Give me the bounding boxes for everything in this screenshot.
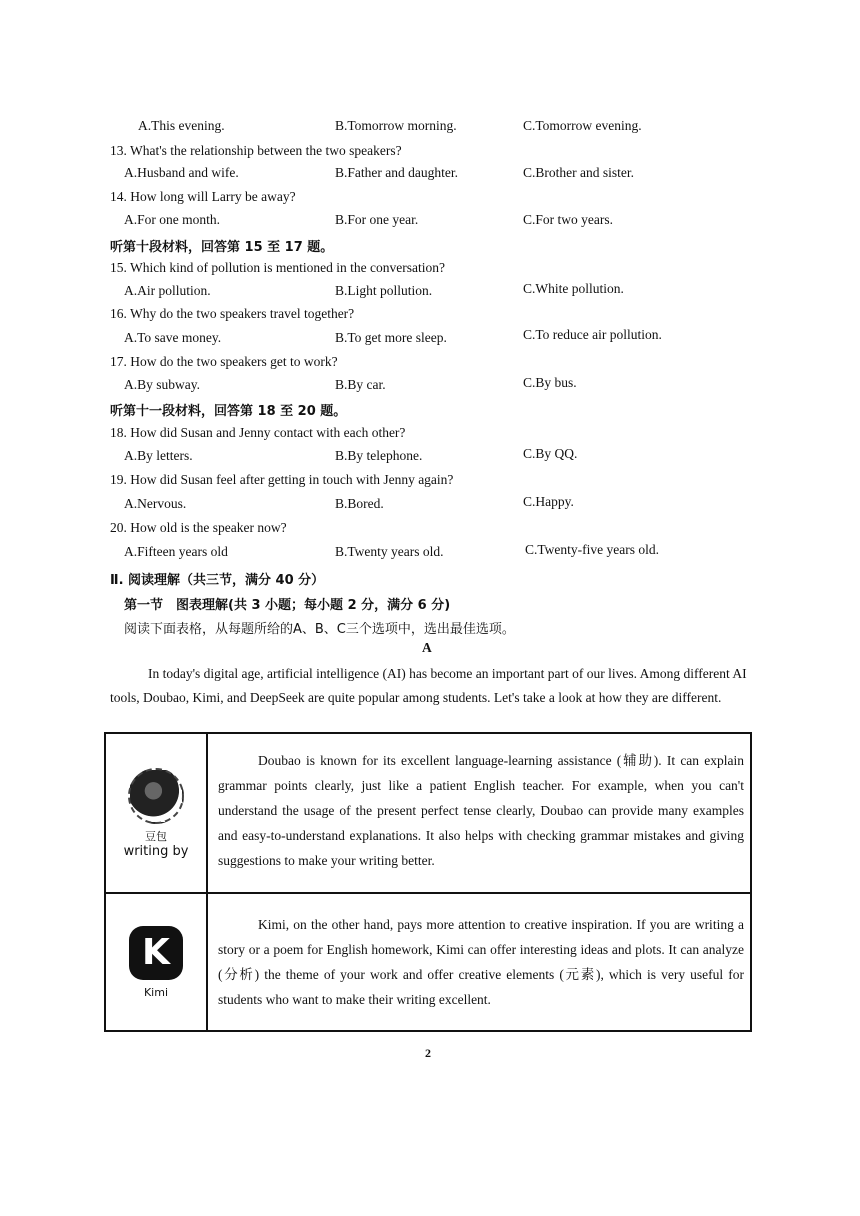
q12-option-b: B.Tomorrow morning.: [335, 118, 457, 133]
passage-letter: A: [422, 640, 432, 655]
q17-option-b: B.By car.: [335, 377, 386, 392]
q12-option-a: A.This evening.: [138, 118, 225, 133]
q14-option-c: C.For two years.: [523, 212, 613, 227]
reading-instructions: 阅读下面表格，从每题所给的A、B、C三个选项中，选出最佳选项。: [124, 622, 515, 637]
q20-option-a: A.Fifteen years old: [124, 544, 228, 559]
q13-option-b: B.Father and daughter.: [335, 165, 458, 180]
kimi-description: Kimi, on the other hand, pays more attention to creative inspiration. If you are writing a story or a poem for English homework, Kimi can offer interesting ideas and plots. It can analyze (分析) the theme of your work and offer creative elements (元素), which is very useful for students who want to make their writing excellent.: [218, 917, 744, 1007]
q17-option-c: C.By bus.: [523, 375, 577, 390]
table-row-doubao: [106, 734, 750, 894]
q19-option-a: A.Nervous.: [124, 496, 187, 511]
q12-option-c: C.Tomorrow evening.: [523, 118, 642, 133]
q19-option-c: C.Happy.: [523, 494, 574, 509]
doubao-description-cell: [208, 734, 750, 892]
doubao-description: Doubao is known for its excellent language-learning assistance (辅助). It can explain grammar points clearly, just like a patient English teacher. For example, when you can't understand the usage of the present perfect tense clearly, Doubao can provide many examples and easy-to-understand explanations. It also helps with checking grammar mistakes and giving suggestions to make your writing better.: [218, 753, 744, 868]
q16-option-b: B.To get more sleep.: [335, 330, 447, 345]
table-row-kimi: [106, 894, 750, 1030]
q16-option-c: C.To reduce air pollution.: [523, 327, 662, 342]
section10-header: 听第十段材料，回答第 15 至 17 题。: [110, 240, 334, 255]
q20-option-c: C.Twenty-five years old.: [525, 542, 660, 557]
q13-option-c: C.Brother and sister.: [523, 165, 634, 180]
intro-paragraph: In today's digital age, artificial intelligence (AI) has become an important part of our lives. Among different AI tools, Doubao, Kimi, and DeepSeek are quite popular among students. Let's take a look at how they are different.: [110, 666, 747, 705]
kimi-logo-name: Kimi: [143, 985, 169, 999]
q13-option-a: A.Husband and wife.: [124, 165, 239, 180]
q20-option-b: B.Twenty years old.: [335, 544, 444, 559]
q18-stem: 18. How did Susan and Jenny contact with each other?: [110, 425, 406, 440]
ai-tools-table: [104, 732, 752, 1032]
q15-option-b: B.Light pollution.: [335, 283, 433, 298]
part2-section1-header: 第一节 图表理解(共 3 小题；每小题 2 分，满分 6 分): [124, 598, 451, 613]
q18-option-c: C.By QQ.: [523, 446, 578, 461]
page-number: 2: [425, 1046, 431, 1060]
doubao-logo-name: 豆包: [145, 829, 167, 843]
q20-stem: 20. How old is the speaker now?: [110, 520, 287, 535]
q14-stem: 14. How long will Larry be away?: [110, 189, 296, 204]
q16-option-a: A.To save money.: [124, 330, 222, 345]
q15-option-c: C.White pollution.: [523, 281, 624, 296]
part2-header: Ⅱ. 阅读理解（共三节，满分 40 分）: [110, 573, 325, 588]
q19-option-b: B.Bored.: [335, 496, 384, 511]
q16-stem: 16. Why do the two speakers travel together?: [110, 306, 355, 321]
kimi-logo-icon: K: [129, 926, 183, 980]
q17-option-a: A.By subway.: [124, 377, 200, 392]
kimi-logo-cell: [106, 894, 208, 1030]
q19-stem: 19. How did Susan feel after getting in touch with Jenny again?: [110, 472, 454, 487]
q15-stem: 15. Which kind of pollution is mentioned in the conversation?: [110, 260, 445, 275]
q14-option-b: B.For one year.: [335, 212, 419, 227]
q17-stem: 17. How do the two speakers get to work?: [110, 354, 338, 369]
doubao-logo-caption: writing by: [123, 843, 189, 859]
doubao-logo-icon: [128, 768, 184, 824]
q18-option-b: B.By telephone.: [335, 448, 423, 463]
q13-stem: 13. What's the relationship between the two speakers?: [110, 143, 402, 158]
section11-header: 听第十一段材料，回答第 18 至 20 题。: [110, 404, 347, 419]
q14-option-a: A.For one month.: [124, 212, 220, 227]
kimi-description-cell: [208, 894, 750, 1030]
q15-option-a: A.Air pollution.: [124, 283, 211, 298]
q18-option-a: A.By letters.: [124, 448, 193, 463]
doubao-logo-cell: [106, 734, 208, 892]
